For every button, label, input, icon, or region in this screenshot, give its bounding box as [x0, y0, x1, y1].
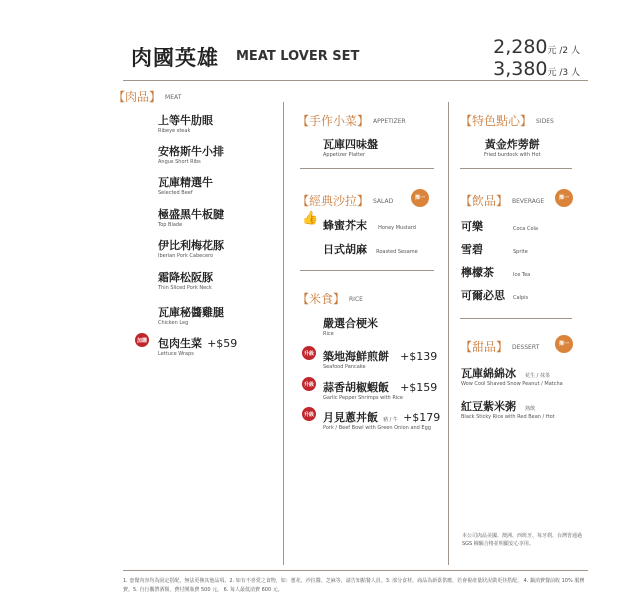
list-item: 瓦庫綿綿冰 花生 / 抹茶 Wow Cool Shaved Snow Peanut / Matcha	[461, 367, 563, 387]
list-item: 蜂蜜芥末 Honey Mustard	[323, 219, 416, 232]
section-divider	[460, 318, 572, 319]
section-divider	[460, 168, 572, 169]
list-item: 雪碧 Sprite	[461, 243, 528, 256]
upgrade-item: 月見蔥丼飯 豬 / 牛 +$179 Pork / Beef Bowl with Green Onion and Egg	[323, 411, 441, 431]
list-item: 極盛黑牛板腱 Top Blade	[158, 208, 224, 228]
section-beverage-title: 【飲品】 BEVERAGE	[460, 194, 545, 208]
section-sides-title: 【特色點心】 SIDES	[460, 114, 554, 128]
list-item: 可爾必思 Calpis	[461, 289, 529, 302]
column-divider-2	[448, 102, 449, 565]
upgrade-item: 蒜香胡椒蝦飯 +$159 Garlic Pepper Shrimps with Rice	[323, 381, 438, 401]
list-item: 上等牛肋眼 Ribeye steak	[158, 114, 213, 134]
list-item: 檸檬茶 Ice Tea	[461, 266, 531, 279]
list-item: 瓦庫四味盤 Appetizer Platter	[323, 138, 378, 158]
list-item: 日式胡麻 Roasted Sesame	[323, 243, 418, 256]
choose-one-badge: 擇一	[411, 189, 429, 207]
list-item: 可樂 Coca Cola	[461, 220, 538, 233]
upgrade-badge: 升級	[302, 377, 316, 391]
certification-note: 本公司肉品美國、澳洲、西班牙、每牙刹、台灣皆通過 SGS 檢驗合格並明顯安心享用。	[462, 533, 583, 547]
page-title-en: MEAT LOVER SET	[236, 49, 360, 64]
list-item: 黃金炸蒡餅 Fried burdock with Hot	[484, 138, 541, 158]
footer-divider	[123, 570, 588, 571]
list-item: 霜降松阪豚 Thin Sliced Pork Neck	[158, 271, 213, 291]
footer-terms: 1. 套餐內容均為固定搭配，無法更換其他品項。2. 如有不喜愛之食物，如：蔥花、沙拉醬、芝麻等，請告知點餐人員。3. 部分食材，商品為新臺供應，若會視產量狀況做更佳搭配。 4. 鍋消費餐前收 10% 服務費。5. 自行攜帶酒類，費付開瓶費 500 元。 6. 每人最低消費 600 元。	[123, 578, 585, 593]
price-three-person: 3,380元 /3 人	[493, 58, 580, 80]
list-item: 瓦庫精選牛 Selected Beef	[158, 176, 213, 196]
section-divider	[300, 168, 434, 169]
addon-item: 包肉生菜 +$59 Lettuce Wraps	[158, 337, 238, 357]
section-rice-title: 【米食】 RICE	[297, 292, 363, 306]
header-divider	[123, 80, 588, 81]
list-item: 安格斯牛小排 Angus Short Ribs	[158, 145, 224, 165]
addon-badge: 加購	[135, 333, 149, 347]
price-two-person: 2,280元 /2 人	[493, 36, 580, 58]
section-dessert-title: 【甜品】 DESSERT	[460, 340, 540, 354]
choose-one-badge: 擇一	[555, 335, 573, 353]
section-meat-title: 【肉品】 MEAT	[113, 90, 182, 104]
list-item: 紅豆紫米粥 熱飲 Black Sticky Rice with Red Bean / Hot	[461, 400, 555, 420]
list-item: 伊比利梅花豚 Iberian Pork Cabecero	[158, 239, 224, 259]
page-title: 肉國英雄	[131, 46, 219, 70]
upgrade-item: 築地海鮮煎餅 +$139 Seafood Pancake	[323, 350, 438, 370]
upgrade-badge: 升級	[302, 407, 316, 421]
column-divider-1	[283, 102, 284, 565]
list-item: 瓦庫秘醬雞腿 Chicken Leg	[158, 306, 224, 326]
thumbs-up-icon: 👍	[302, 211, 319, 226]
section-appetizer-title: 【手作小菜】 APPETIZER	[297, 114, 406, 128]
section-salad-title: 【經典沙拉】 SALAD	[297, 194, 394, 208]
upgrade-badge: 升級	[302, 346, 316, 360]
section-divider	[300, 270, 434, 271]
choose-one-badge: 擇一	[555, 189, 573, 207]
list-item: 嚴選合梗米 Rice	[323, 317, 378, 337]
